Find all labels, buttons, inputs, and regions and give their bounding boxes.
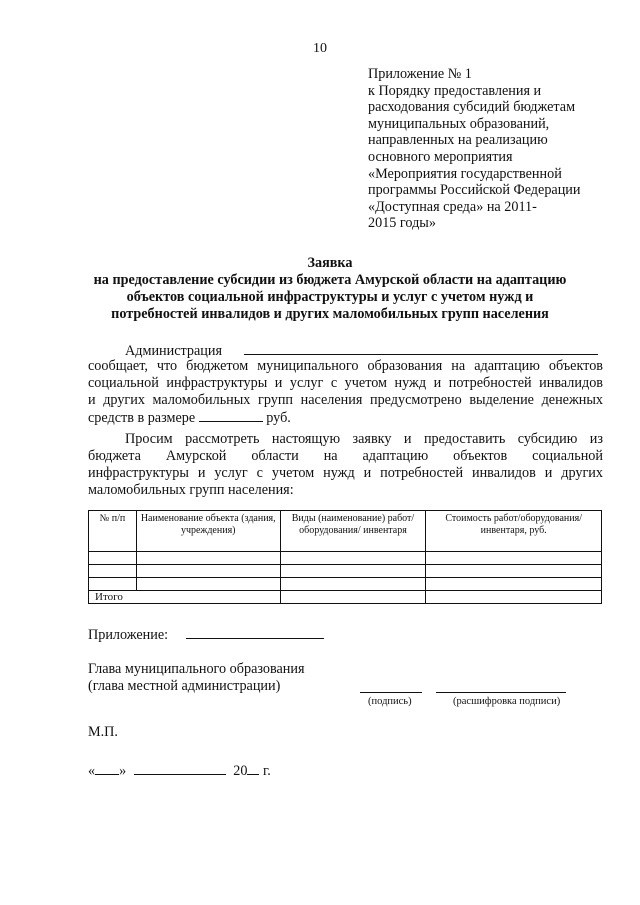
paragraph2-word: бюджета — [88, 448, 141, 464]
paragraph2-word: социальной — [532, 448, 603, 464]
appendix-line: программы Российской Федерации — [368, 182, 581, 199]
table-cell[interactable] — [136, 552, 280, 565]
date-open-quote: « — [88, 763, 96, 779]
table-total-cell[interactable] — [280, 591, 426, 604]
title-subtitle-line: на предоставление субсидии из бюджета Амурской области на адаптацию — [93, 272, 567, 288]
table-cell[interactable] — [426, 565, 602, 578]
paragraph2-line: инфраструктуры и услуг с учетом нужд и потребностей инвалидов и других — [88, 465, 603, 481]
table-cell[interactable] — [280, 552, 426, 565]
attachment-field[interactable] — [186, 626, 324, 639]
title-subtitle-line: объектов социальной инфраструктуры и услуг с учетом нужд и — [126, 289, 534, 305]
paragraph2-word: области — [251, 448, 299, 464]
table-cell[interactable] — [136, 565, 280, 578]
amount-field[interactable] — [199, 409, 263, 422]
signature-line[interactable] — [360, 692, 422, 693]
request-table — [88, 510, 602, 604]
appendix-line: «Доступная среда» на 2011- — [368, 198, 537, 215]
appendix-line: расходования субсидий бюджетам — [368, 99, 576, 116]
appendix-line: к Порядку предоставления и — [368, 82, 542, 99]
amount-suffix: руб. — [266, 410, 291, 426]
table-header-cell: Стоимость работ/оборудования/ инвентаря, руб. — [426, 511, 602, 552]
paragraph2-word: объектов — [453, 448, 508, 464]
head-title-line: Глава муниципального образования — [88, 661, 305, 677]
date-line — [88, 762, 271, 780]
table-cell[interactable] — [89, 565, 137, 578]
table-row — [89, 565, 602, 578]
appendix-line: «Мероприятия государственной — [368, 165, 562, 182]
appendix-line: 2015 годы» — [368, 215, 436, 232]
attachment-line — [88, 626, 324, 644]
paragraph1-line: социальной инфраструктуры и услуг с учетом нужд и потребностей инвалидов — [88, 375, 603, 391]
page-number: 10 — [313, 41, 327, 56]
date-close-quote: » — [119, 763, 127, 779]
paragraph2-word: адаптацию — [362, 448, 429, 464]
appendix-line: Приложение № 1 — [368, 66, 472, 82]
decoding-line[interactable] — [436, 692, 566, 693]
document-title — [60, 255, 600, 323]
table-cell[interactable] — [89, 578, 137, 591]
appendix-line: муниципальных образований, — [368, 115, 550, 132]
paragraph2-line — [88, 448, 603, 465]
stamp-label: М.П. — [88, 724, 118, 740]
table-total-row — [89, 591, 602, 604]
table-row — [89, 578, 602, 591]
signature-caption: (подпись) — [368, 696, 412, 707]
paragraph1-line: и других маломобильных групп населения предусмотрено выделение денежных — [88, 392, 603, 408]
appendix-line: направленных на реализацию — [368, 132, 548, 149]
decoding-caption: (расшифровка подписи) — [453, 696, 561, 707]
paragraph2-line: маломобильных групп населения: — [88, 482, 294, 498]
paragraph2-word: на — [323, 448, 338, 464]
table-total-cell[interactable] — [426, 591, 602, 604]
date-month-field[interactable] — [134, 762, 226, 775]
date-year-suffix: г. — [263, 763, 271, 779]
date-day-field[interactable] — [95, 762, 119, 775]
table-cell[interactable] — [426, 578, 602, 591]
table-cell[interactable] — [280, 565, 426, 578]
date-year-prefix: 20 — [233, 763, 248, 779]
administration-name-field[interactable] — [244, 342, 598, 355]
table-row — [89, 552, 602, 565]
head-title-line: (глава местной администрации) — [88, 678, 281, 694]
administration-line — [125, 342, 605, 360]
appendix-line: основного мероприятия — [368, 148, 513, 165]
attachment-label: Приложение: — [88, 627, 169, 643]
table-cell[interactable] — [89, 552, 137, 565]
table-header-cell: Наименование объекта (здания, учреждения) — [136, 511, 280, 552]
table-total-label: Итого — [89, 591, 281, 604]
table-header-cell: № п/п — [89, 511, 137, 552]
paragraph2-word: Амурской — [165, 448, 227, 464]
table-cell[interactable] — [280, 578, 426, 591]
date-year-field[interactable] — [247, 762, 259, 775]
amount-line — [88, 409, 603, 427]
amount-prefix: средств в размере — [88, 410, 196, 426]
paragraph2-line: Просим рассмотреть настоящую заявку и предоставить субсидию из — [125, 431, 603, 447]
table-cell[interactable] — [136, 578, 280, 591]
appendix-header — [368, 66, 608, 232]
title-heading: Заявка — [307, 255, 353, 271]
title-subtitle-line: потребностей инвалидов и других маломобильных групп населения — [111, 306, 549, 322]
table-header-row — [89, 511, 602, 552]
paragraph1-line: сообщает, что бюджетом муниципального образования на адаптацию объектов — [88, 358, 603, 374]
table-header-cell: Виды (наименование) работ/оборудования/ инвентаря — [280, 511, 426, 552]
table-cell[interactable] — [426, 552, 602, 565]
administration-label: Администрация — [125, 343, 222, 359]
